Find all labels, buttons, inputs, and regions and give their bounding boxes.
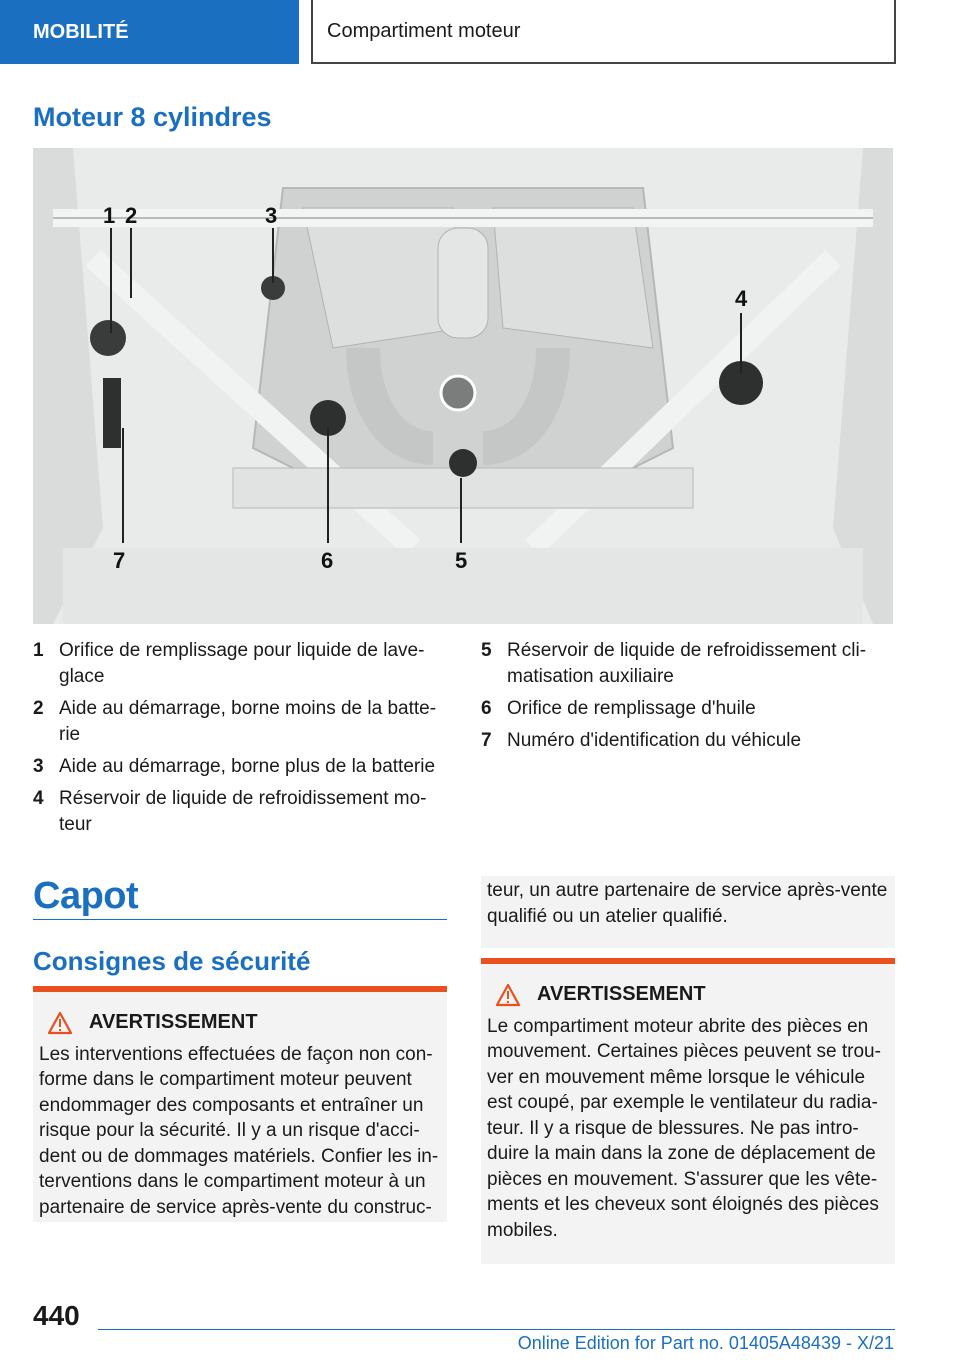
- footer-edition: Online Edition for Part no. 01405A48439 - X/21: [517, 1333, 894, 1353]
- callout-6: 6: [321, 548, 334, 573]
- legend-text: Numéro d'identification du véhicule: [507, 730, 802, 751]
- legend-text: Aide au démarrage, borne plus de la batterie: [59, 756, 436, 777]
- callout-7: 7: [113, 548, 126, 573]
- legend-num: 5: [481, 640, 492, 661]
- heading-rule: [33, 919, 447, 920]
- warning-header: [487, 982, 895, 1008]
- warning-text-continued: teur, un autre partenaire de service après-vente qualifié ou un atelier qualifié.: [487, 880, 888, 927]
- legend-num: 4: [33, 788, 44, 809]
- engine-illustration: [33, 148, 893, 624]
- warning-header: [39, 1010, 447, 1036]
- warning-label: AVERTISSEMENT: [89, 1011, 258, 1033]
- legend-item: [481, 638, 895, 690]
- legend-item: [481, 696, 895, 722]
- callout-2: 2: [125, 203, 138, 228]
- section-tab: [0, 0, 299, 64]
- callout-5: 5: [455, 548, 468, 573]
- warning-triangle-icon: [495, 983, 521, 1007]
- legend-num: 3: [33, 756, 44, 777]
- callout-1: 1: [103, 203, 116, 228]
- legend-item: [33, 638, 447, 690]
- callout-3: 3: [265, 203, 278, 228]
- legend-text: Orifice de remplissage d'huile: [507, 698, 756, 719]
- legend-text: Réservoir de liquide de refroidissement cli-matisation auxiliaire: [507, 640, 867, 687]
- warning-box-1-continued: [481, 876, 895, 948]
- warning-text: Le compartiment moteur abrite des pièces en mouvement. Certaines pièces peuvent se trou-ver en mouvement même lorsque le véhicule est coupé, par exemple le ventilateur du radia-teur. Il y a risque de blessures. Ne pas intro-duire la main dans la zone de déplacement de pièces en mouvement. S'assurer que les vête-ments et les cheveux sont éloignés des pièces mobiles.: [487, 1015, 881, 1241]
- chapter-label: Compartiment moteur: [327, 19, 521, 42]
- warning-box-2: [481, 958, 895, 1264]
- legend-item: [33, 754, 447, 780]
- legend-num: 1: [33, 640, 44, 661]
- capot-heading: Capot: [33, 875, 139, 917]
- legend-text: Réservoir de liquide de refroidissement mo-teur: [59, 788, 427, 835]
- legend-num: 6: [481, 698, 492, 719]
- footer-rule: [98, 1329, 895, 1330]
- engine-figure: [33, 148, 893, 624]
- legend-text: Orifice de remplissage pour liquide de lave-glace: [59, 640, 425, 687]
- warning-box-1: [33, 986, 447, 1222]
- chapter-header: [311, 0, 896, 64]
- legend-item: [481, 728, 895, 754]
- warning-label: AVERTISSEMENT: [537, 983, 706, 1005]
- warning-triangle-icon: [47, 1011, 73, 1035]
- legend-right: [481, 638, 895, 760]
- legend-text: Aide au démarrage, borne moins de la batte-rie: [59, 698, 437, 745]
- legend-num: 7: [481, 730, 492, 751]
- page-number: 440: [33, 1300, 80, 1331]
- callout-4: 4: [735, 286, 748, 311]
- legend-item: [33, 696, 447, 748]
- engine-heading: Moteur 8 cylindres: [33, 102, 272, 132]
- legend-left: [33, 638, 447, 844]
- safety-heading: Consignes de sécurité: [33, 946, 311, 976]
- legend-num: 2: [33, 698, 44, 719]
- warning-text: Les interventions effectuées de façon non con-forme dans le compartiment moteur peuvent endommager des composants et entraîner un risque pour la sécurité. Il y a un risque d'acci-dent ou de dommages matériels. Confier les in-terventions dans le compartiment moteur à un partenaire de service après-vente du construc-: [39, 1043, 439, 1218]
- legend-item: [33, 786, 447, 838]
- section-label: MOBILITÉ: [33, 20, 129, 43]
